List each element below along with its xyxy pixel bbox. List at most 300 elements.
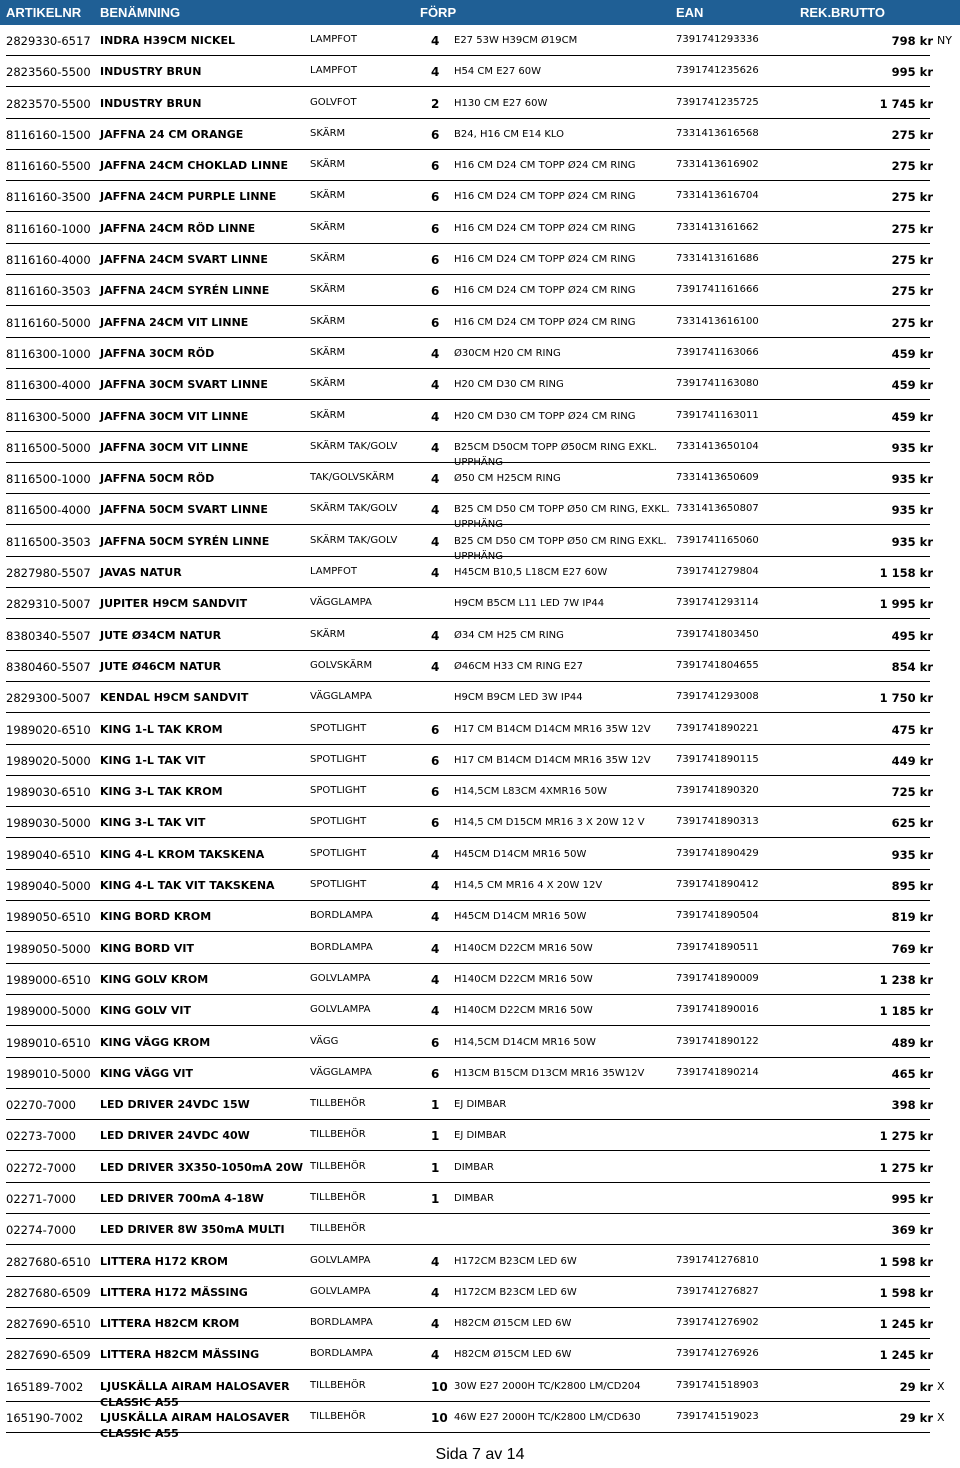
product-name: LJUSKÄLLA AIRAM HALOSAVER CLASSIC A55 <box>100 1411 290 1441</box>
price: 1 238 kr <box>879 972 933 987</box>
price: 495 kr <box>891 628 933 643</box>
table-row <box>0 280 960 311</box>
ean-code: 7391741890429 <box>676 847 759 859</box>
product-type: VÄGGLAMPA <box>310 1066 372 1078</box>
package-qty: 4 <box>431 972 440 987</box>
ean-code: 7391741163066 <box>676 346 759 358</box>
ean-code: 7391741890122 <box>676 1035 759 1047</box>
row-divider <box>6 712 930 713</box>
table-row <box>0 249 960 280</box>
product-type: SPOTLIGHT <box>310 722 367 734</box>
row-divider <box>6 399 930 400</box>
article-number: 02271-7000 <box>6 1191 76 1206</box>
ean-code: 7391741890221 <box>676 722 759 734</box>
table-row <box>0 1094 960 1125</box>
row-divider <box>6 243 930 244</box>
row-divider <box>6 775 930 776</box>
row-divider <box>6 493 930 494</box>
product-type: SPOTLIGHT <box>310 753 367 765</box>
row-divider <box>6 149 930 150</box>
header-forp: FÖRP <box>420 5 457 20</box>
product-name: KING 1-L TAK KROM <box>100 722 223 736</box>
package-qty: 1 <box>431 1160 440 1175</box>
product-name: JAFFNA 30CM VIT LINNE <box>100 409 249 423</box>
product-description: DIMBAR <box>454 1161 494 1173</box>
package-qty: 6 <box>431 284 440 299</box>
article-number: 8116300-1000 <box>6 346 91 361</box>
product-description: H140CM D22CM MR16 50W <box>454 942 593 954</box>
package-qty: 4 <box>431 1254 440 1269</box>
product-name: KING VÄGG KROM <box>100 1035 211 1049</box>
package-qty: 1 <box>431 1129 440 1144</box>
product-type: LAMPFOT <box>310 34 358 45</box>
article-number: 1989050-6510 <box>6 910 91 925</box>
ean-code: 7391741293114 <box>676 597 759 609</box>
price: 489 kr <box>891 1035 933 1050</box>
ean-code: 7391741518903 <box>676 1379 759 1391</box>
row-divider <box>6 1432 930 1433</box>
product-name: INDUSTRY BRUN <box>100 96 202 110</box>
product-type: SKÄRM <box>310 221 346 233</box>
package-qty: 4 <box>431 34 440 48</box>
table-row <box>0 186 960 217</box>
article-number: 1989010-5000 <box>6 1066 91 1081</box>
article-number: 8116160-4000 <box>6 253 91 268</box>
table-row <box>0 437 960 468</box>
price: 798 kr <box>891 34 933 48</box>
article-number: 8116300-4000 <box>6 378 91 393</box>
price: 995 kr <box>891 1191 933 1206</box>
price: 895 kr <box>891 879 933 894</box>
product-type: LAMPFOT <box>310 566 358 578</box>
package-qty: 4 <box>431 941 440 956</box>
product-description: H14,5CM D14CM MR16 50W <box>454 1036 596 1048</box>
row-divider <box>6 1057 930 1058</box>
price: 29 kr <box>899 1411 933 1426</box>
product-description: EJ DIMBAR <box>454 1130 507 1142</box>
product-name: KING 1-L TAK VIT <box>100 753 206 767</box>
row-divider <box>6 1307 930 1308</box>
ean-code: 7391741276827 <box>676 1285 759 1297</box>
article-number: 1989030-5000 <box>6 816 91 831</box>
price: 1 745 kr <box>879 96 933 111</box>
table-row <box>0 1407 960 1441</box>
article-number: 8116500-1000 <box>6 472 91 487</box>
table-row <box>0 312 960 343</box>
table-row <box>0 1157 960 1188</box>
product-description: H172CM B23CM LED 6W <box>454 1286 577 1298</box>
product-name: LITTERA H82CM MÄSSING <box>100 1348 260 1362</box>
table-row <box>0 406 960 437</box>
product-name: JAFFNA 24CM SYRÉN LINNE <box>100 284 270 298</box>
table-row <box>0 61 960 92</box>
product-description: 30W E27 2000H TC/K2800 LM/CD204 <box>454 1380 641 1392</box>
row-divider <box>6 963 930 964</box>
product-description: H17 CM B14CM D14CM MR16 35W 12V <box>454 754 651 766</box>
ean-code: 7391741519023 <box>676 1411 759 1423</box>
product-description: H45CM D14CM MR16 50W <box>454 848 587 860</box>
price: 935 kr <box>891 472 933 487</box>
price: 459 kr <box>891 346 933 361</box>
table-row <box>0 1313 960 1344</box>
package-qty: 10 <box>431 1411 448 1426</box>
product-type: BORDLAMPA <box>310 910 373 922</box>
product-type: TILLBEHÖR <box>310 1411 366 1423</box>
price: 275 kr <box>891 190 933 205</box>
row-divider <box>6 869 930 870</box>
product-type: TILLBEHÖR <box>310 1129 366 1141</box>
product-name: INDUSTRY BRUN <box>100 65 202 79</box>
product-description: Ø50 CM H25CM RING <box>454 473 561 485</box>
product-type: TILLBEHÖR <box>310 1223 366 1235</box>
ean-code: 7391741276810 <box>676 1254 759 1266</box>
price: 1 750 kr <box>879 691 933 706</box>
package-qty: 4 <box>431 65 440 80</box>
table-row <box>0 1251 960 1282</box>
price: 459 kr <box>891 409 933 424</box>
package-qty: 4 <box>431 628 440 643</box>
table-row <box>0 593 960 624</box>
price: 1 245 kr <box>879 1317 933 1332</box>
row-divider <box>6 118 930 119</box>
package-qty: 4 <box>431 409 440 424</box>
ean-code: 7391741804655 <box>676 659 759 671</box>
product-name: JAFFNA 24CM PURPLE LINNE <box>100 190 277 204</box>
ean-code: 7391741276926 <box>676 1348 759 1360</box>
package-qty: 6 <box>431 785 440 800</box>
product-name: KING GOLV VIT <box>100 1004 192 1018</box>
product-type: SPOTLIGHT <box>310 847 367 859</box>
product-name: LITTERA H172 MÄSSING <box>100 1285 248 1299</box>
product-name: JAFFNA 24CM CHOKLAD LINNE <box>100 159 289 173</box>
product-description: H9CM B5CM L11 LED 7W IP44 <box>454 598 605 610</box>
table-row <box>0 1125 960 1156</box>
row-divider <box>6 305 930 306</box>
product-type: SPOTLIGHT <box>310 816 367 828</box>
ean-code: 7391741803450 <box>676 628 759 640</box>
product-type: GOLVLAMPA <box>310 1004 371 1016</box>
product-name: KING BORD VIT <box>100 941 194 955</box>
row-divider <box>6 1369 930 1370</box>
product-name: KING 4-L TAK VIT TAKSKENA <box>100 879 275 893</box>
article-number: 8380340-5507 <box>6 628 91 643</box>
product-description: H82CM Ø15CM LED 6W <box>454 1318 572 1330</box>
ean-code: 7391741890320 <box>676 785 759 797</box>
product-description: H20 CM D30 CM RING <box>454 379 564 391</box>
product-name: LJUSKÄLLA AIRAM HALOSAVER CLASSIC A55 <box>100 1379 290 1409</box>
ean-code: 7391741165060 <box>676 534 759 546</box>
product-name: JAFFNA 50CM RÖD <box>100 472 215 486</box>
row-divider <box>6 1338 930 1339</box>
product-description: EJ DIMBAR <box>454 1099 507 1111</box>
page-number: Sida 7 av 14 <box>435 1446 525 1463</box>
package-qty: 6 <box>431 159 440 174</box>
price: 1 598 kr <box>879 1285 933 1300</box>
price: 1 158 kr <box>879 566 933 581</box>
product-type: SKÄRM <box>310 409 346 421</box>
price: 935 kr <box>891 503 933 518</box>
product-description: Ø30CM H20 CM RING <box>454 347 561 359</box>
table-row <box>0 1219 960 1250</box>
article-number: 8116160-5500 <box>6 159 91 174</box>
package-qty: 6 <box>431 190 440 205</box>
price: 275 kr <box>891 127 933 142</box>
ean-code: 7391741163011 <box>676 409 759 421</box>
row-divider <box>6 1150 930 1151</box>
ean-code: 7331413650807 <box>676 503 759 515</box>
package-qty: 1 <box>431 1098 440 1113</box>
product-type: SKÄRM <box>310 190 346 202</box>
price: 475 kr <box>891 722 933 737</box>
ean-code: 7391741890009 <box>676 972 759 984</box>
ean-code: 7391741890504 <box>676 910 759 922</box>
ean-code: 7331413616704 <box>676 190 759 202</box>
product-description: B24, H16 CM E14 KLO <box>454 128 565 140</box>
product-type: GOLVLAMPA <box>310 972 371 984</box>
row-divider <box>6 744 930 745</box>
table-row <box>0 1188 960 1219</box>
ean-code: 7391741161666 <box>676 284 759 296</box>
product-name: JAFFNA 24CM SVART LINNE <box>100 253 268 267</box>
product-name: JAFFNA 24CM RÖD LINNE <box>100 221 256 235</box>
article-number: 2827680-6510 <box>6 1254 91 1269</box>
product-name: JAFFNA 24 CM ORANGE <box>100 127 244 141</box>
product-type: BORDLAMPA <box>310 1317 373 1329</box>
product-type: VÄGGLAMPA <box>310 597 372 609</box>
row-divider <box>6 556 930 557</box>
product-name: JUTE Ø34CM NATUR <box>100 628 222 642</box>
table-row <box>0 1032 960 1063</box>
price: 275 kr <box>891 253 933 268</box>
product-type: GOLVLAMPA <box>310 1285 371 1297</box>
product-description: H45CM B10,5 L18CM E27 60W <box>454 567 608 579</box>
price: 459 kr <box>891 378 933 393</box>
ean-code: 7331413650104 <box>676 440 759 452</box>
header-ean: EAN <box>676 5 704 20</box>
package-qty: 6 <box>431 1035 440 1050</box>
table-row <box>0 844 960 875</box>
article-number: 02274-7000 <box>6 1223 76 1238</box>
ean-code: 7391741890313 <box>676 816 759 828</box>
product-name: KING VÄGG VIT <box>100 1066 193 1080</box>
article-number: 2829310-5007 <box>6 597 91 612</box>
product-type: SKÄRM TAK/GOLV <box>310 503 398 515</box>
row-divider <box>6 86 930 87</box>
table-row <box>0 969 960 1000</box>
article-number: 2827980-5507 <box>6 566 91 581</box>
ean-code: 7391741279804 <box>676 566 759 578</box>
price: 1 185 kr <box>879 1004 933 1019</box>
product-name: KING 3-L TAK VIT <box>100 816 206 830</box>
article-number: 2823560-5500 <box>6 65 91 80</box>
price: 275 kr <box>891 284 933 299</box>
table-header <box>0 0 960 25</box>
table-row <box>0 1000 960 1031</box>
product-name: JAFFNA 30CM VIT LINNE <box>100 440 249 454</box>
row-divider <box>6 55 930 56</box>
row-divider <box>6 1276 930 1277</box>
row-divider <box>6 587 930 588</box>
row-divider <box>6 900 930 901</box>
product-description: H20 CM D30 CM TOPP Ø24 CM RING <box>454 410 636 422</box>
article-number: 1989020-6510 <box>6 722 91 737</box>
row-divider <box>6 681 930 682</box>
product-description: H9CM B9CM LED 3W IP44 <box>454 692 583 704</box>
article-number: 2829300-5007 <box>6 691 91 706</box>
row-divider <box>6 1025 930 1026</box>
product-name: JUTE Ø46CM NATUR <box>100 659 222 673</box>
table-row <box>0 938 960 969</box>
table-row <box>0 343 960 374</box>
table-row <box>0 687 960 718</box>
product-type: GOLVFOT <box>310 96 357 108</box>
package-qty: 4 <box>431 440 440 455</box>
price: 769 kr <box>891 941 933 956</box>
table-row <box>0 719 960 750</box>
product-table <box>0 30 960 1441</box>
article-number: 1989000-5000 <box>6 1004 91 1019</box>
package-qty: 4 <box>431 879 440 894</box>
row-divider <box>6 1088 930 1089</box>
product-name: JAFFNA 24CM VIT LINNE <box>100 315 249 329</box>
article-number: 2823570-5500 <box>6 96 91 111</box>
package-qty: 4 <box>431 378 440 393</box>
row-divider <box>6 1213 930 1214</box>
table-row <box>0 625 960 656</box>
table-row <box>0 875 960 906</box>
product-description: Ø34 CM H25 CM RING <box>454 629 564 641</box>
ean-code: 7391741293008 <box>676 691 759 703</box>
ean-code: 7331413616902 <box>676 159 759 171</box>
product-description: DIMBAR <box>454 1192 494 1204</box>
product-type: TAK/GOLVSKÄRM <box>310 472 395 484</box>
price: 935 kr <box>891 440 933 455</box>
product-description: B25CM D50CM TOPP Ø50CM RING EXKL. UPPHÄNG <box>454 441 657 468</box>
table-row <box>0 1344 960 1375</box>
row-divider <box>6 1119 930 1120</box>
article-number: 8380460-5507 <box>6 659 91 674</box>
product-type: SKÄRM <box>310 253 346 265</box>
article-number: 2827690-6509 <box>6 1348 91 1363</box>
package-qty: 4 <box>431 566 440 581</box>
ean-code: 7391741235626 <box>676 65 759 77</box>
price: 1 275 kr <box>879 1160 933 1175</box>
product-description: H16 CM D24 CM TOPP Ø24 CM RING <box>454 160 636 172</box>
product-type: TILLBEHÖR <box>310 1379 366 1391</box>
table-row <box>0 906 960 937</box>
article-number: 165190-7002 <box>6 1411 84 1426</box>
price: 275 kr <box>891 159 933 174</box>
article-number: 8116160-3500 <box>6 190 91 205</box>
package-qty: 4 <box>431 346 440 361</box>
product-type: BORDLAMPA <box>310 1348 373 1360</box>
table-row <box>0 562 960 593</box>
article-number: 1989020-5000 <box>6 753 91 768</box>
product-name: JAVAS NATUR <box>100 566 182 580</box>
product-name: KENDAL H9CM SANDVIT <box>100 691 249 705</box>
product-description: H82CM Ø15CM LED 6W <box>454 1349 572 1361</box>
price: 935 kr <box>891 534 933 549</box>
ean-code: 7391741890214 <box>676 1066 759 1078</box>
note: X <box>937 1411 945 1425</box>
article-number: 8116160-1000 <box>6 221 91 236</box>
product-description: H172CM B23CM LED 6W <box>454 1255 577 1267</box>
price: 275 kr <box>891 315 933 330</box>
price: 1 245 kr <box>879 1348 933 1363</box>
package-qty: 4 <box>431 1285 440 1300</box>
product-name: LITTERA H172 KROM <box>100 1254 228 1268</box>
package-qty: 4 <box>431 1317 440 1332</box>
ean-code: 7391741890016 <box>676 1004 759 1016</box>
price: 935 kr <box>891 847 933 862</box>
table-row <box>0 218 960 249</box>
ean-code: 7391741235725 <box>676 96 759 108</box>
product-name: JAFFNA 30CM RÖD <box>100 346 215 360</box>
article-number: 8116500-3503 <box>6 534 91 549</box>
ean-code: 7391741276902 <box>676 1317 759 1329</box>
table-row <box>0 531 960 562</box>
table-row <box>0 468 960 499</box>
product-type: GOLVSKÄRM <box>310 659 373 671</box>
table-row <box>0 1063 960 1094</box>
product-description: H13CM B15CM D13CM MR16 35W12V <box>454 1067 645 1079</box>
price: 725 kr <box>891 785 933 800</box>
ean-code: 7391741163080 <box>676 378 759 390</box>
package-qty: 4 <box>431 472 440 487</box>
table-row <box>0 656 960 687</box>
product-name: JAFFNA 30CM SVART LINNE <box>100 378 268 392</box>
price: 369 kr <box>891 1223 933 1238</box>
product-description: H14,5 CM MR16 4 X 20W 12V <box>454 880 603 892</box>
product-type: SPOTLIGHT <box>310 879 367 891</box>
price: 449 kr <box>891 753 933 768</box>
ean-code: 7331413616100 <box>676 315 759 327</box>
row-divider <box>6 650 930 651</box>
row-divider <box>6 274 930 275</box>
table-row <box>0 124 960 155</box>
ean-code: 7391741293336 <box>676 34 759 45</box>
product-name: KING 4-L KROM TAKSKENA <box>100 847 265 861</box>
article-number: 8116160-5000 <box>6 315 91 330</box>
article-number: 8116500-5000 <box>6 440 91 455</box>
package-qty: 6 <box>431 221 440 236</box>
price: 995 kr <box>891 65 933 80</box>
ean-code: 7391741890115 <box>676 753 759 765</box>
price: 29 kr <box>899 1379 933 1394</box>
table-row <box>0 374 960 405</box>
product-type: SKÄRM <box>310 284 346 296</box>
product-name: LED DRIVER 24VDC 15W <box>100 1098 250 1112</box>
article-number: 8116500-4000 <box>6 503 91 518</box>
product-type: SKÄRM <box>310 315 346 327</box>
product-description: H130 CM E27 60W <box>454 97 548 109</box>
package-qty: 6 <box>431 753 440 768</box>
product-name: LED DRIVER 8W 350mA MULTI <box>100 1223 285 1237</box>
table-row <box>0 155 960 186</box>
article-number: 1989050-5000 <box>6 941 91 956</box>
product-name: LITTERA H82CM KROM <box>100 1317 240 1331</box>
product-type: SKÄRM TAK/GOLV <box>310 534 398 546</box>
table-row <box>0 93 960 124</box>
product-type: SKÄRM <box>310 378 346 390</box>
article-number: 02273-7000 <box>6 1129 76 1144</box>
article-number: 1989000-6510 <box>6 972 91 987</box>
product-description: H45CM D14CM MR16 50W <box>454 911 587 923</box>
product-type: GOLVLAMPA <box>310 1254 371 1266</box>
product-description: H16 CM D24 CM TOPP Ø24 CM RING <box>454 222 636 234</box>
product-name: JUPITER H9CM SANDVIT <box>100 597 248 611</box>
row-divider <box>6 1244 930 1245</box>
